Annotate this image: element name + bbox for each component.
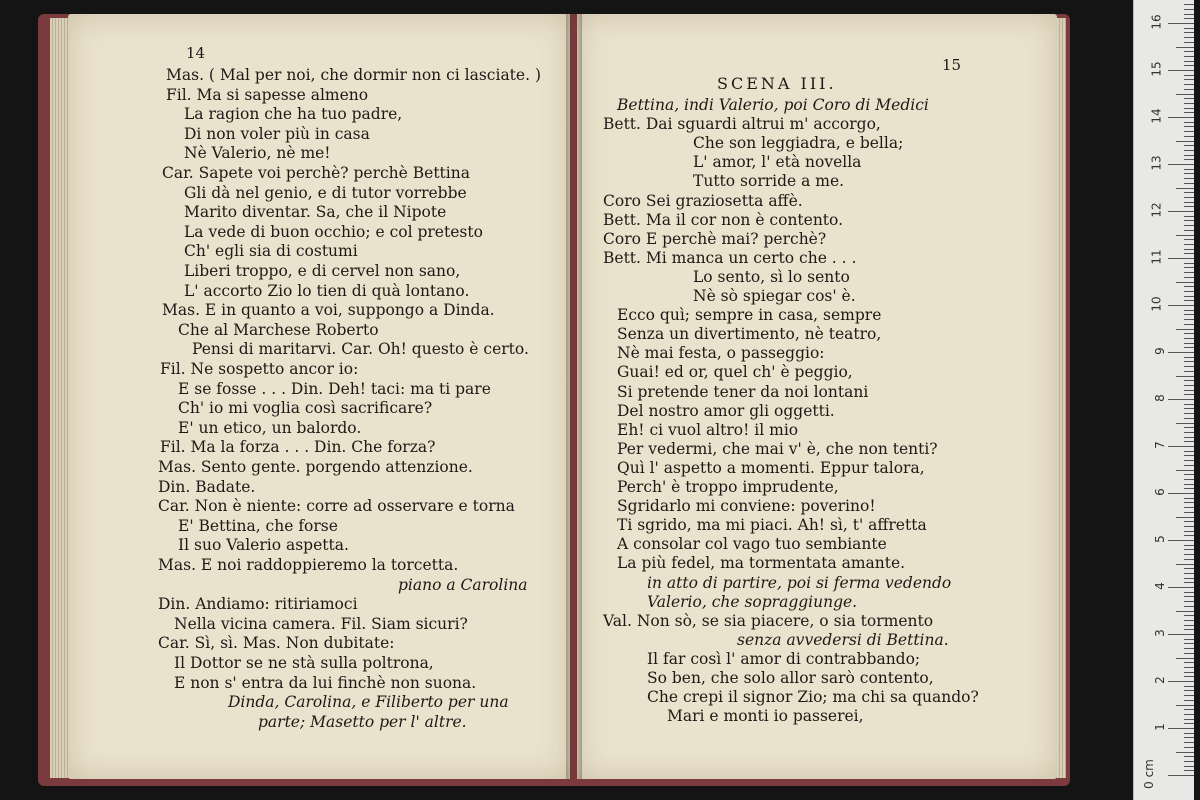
text-line: Mas. ( Mal per noi, che dormir non ci lasciate. ): [166, 66, 541, 84]
text-line: So ben, che solo allor sarò contento,: [647, 669, 934, 687]
ruler-tick: [1168, 775, 1194, 776]
ruler-label: 5: [1153, 535, 1168, 543]
ruler-label: 4: [1153, 582, 1168, 590]
text-line: Che crepi il signor Zio; ma chi sa quando?: [647, 688, 979, 707]
ruler-tick: [1184, 14, 1194, 15]
text-line: Ch' io mi voglia così sacrificare?: [178, 399, 433, 418]
text-line: Gli dà nel genio, e di tutor vorrebbe: [184, 183, 467, 202]
ruler-tick: [1184, 629, 1194, 630]
ruler-tick: [1184, 267, 1194, 268]
ruler-tick: [1184, 338, 1194, 339]
ruler-tick: [1184, 206, 1194, 207]
ruler-tick: [1184, 502, 1194, 503]
text-line: Nè mai festa, o passeggio:: [617, 344, 825, 363]
text-line: Senza un divertimento, nè teatro,: [617, 325, 882, 344]
ruler-tick: [1184, 371, 1194, 372]
ruler-tick: [1184, 441, 1194, 442]
right-page: [577, 14, 1057, 779]
measurement-ruler: [1133, 0, 1194, 800]
ruler-tick: [1184, 42, 1194, 43]
ruler-tick: [1176, 658, 1194, 659]
ruler-tick: [1184, 592, 1194, 593]
text-line: Il suo Valerio aspetta.: [178, 536, 349, 555]
gutter: [566, 14, 582, 779]
ruler-tick: [1168, 117, 1194, 118]
ruler-tick: [1168, 164, 1194, 165]
ruler-tick: [1168, 70, 1194, 71]
ruler-tick: [1184, 474, 1194, 475]
ruler-tick: [1168, 728, 1194, 729]
ruler-tick: [1184, 122, 1194, 123]
text-line: Bettina, indi Valerio, poi Coro di Medici: [617, 96, 929, 114]
ruler-tick: [1176, 517, 1194, 518]
ruler-tick: [1184, 296, 1194, 297]
text-line: Mas. Sento gente. porgendo attenzione.: [158, 458, 473, 476]
ruler-tick: [1176, 752, 1194, 753]
page-number: 14: [186, 44, 206, 62]
ruler-tick: [1184, 615, 1194, 616]
text-line: E se fosse . . . Din. Deh! taci: ma ti pare: [178, 379, 491, 398]
ruler-tick: [1184, 225, 1194, 226]
text-line: Marito diventar. Sa, che il Nipote: [184, 203, 447, 222]
ruler-tick: [1184, 79, 1194, 80]
text-line: Car. Sapete voi perchè? perchè Bettina: [162, 164, 470, 182]
ruler-tick: [1184, 103, 1194, 104]
text-line: Fil. Ma si sapesse almeno: [166, 85, 369, 104]
ruler-tick: [1168, 634, 1194, 635]
ruler-tick: [1176, 188, 1194, 189]
ruler-label: 14: [1149, 108, 1164, 124]
ruler-tick: [1184, 404, 1194, 405]
text-line: E' Bettina, che forse: [178, 516, 338, 535]
ruler-tick: [1184, 159, 1194, 160]
ruler-tick: [1184, 733, 1194, 734]
ruler-tick: [1184, 559, 1194, 560]
ruler-tick: [1184, 9, 1194, 10]
text-line: Sgridarlo mi conviene: poverino!: [617, 497, 876, 516]
ruler-tick: [1184, 709, 1194, 710]
ruler-tick: [1184, 554, 1194, 555]
ruler-tick: [1184, 272, 1194, 273]
ruler-tick: [1168, 446, 1194, 447]
text-line: Per vedermi, che mai v' è, che non tenti?: [617, 439, 938, 458]
ruler-tick: [1184, 479, 1194, 480]
ruler-label: 1: [1153, 723, 1168, 731]
text-line: La ragion che ha tuo padre,: [184, 105, 403, 124]
text-line: Perch' è troppo imprudente,: [617, 478, 839, 496]
ruler-tick: [1184, 714, 1194, 715]
ruler-tick: [1184, 648, 1194, 649]
text-line: Il far così l' amor di contrabbando;: [647, 649, 921, 668]
ruler-tick: [1176, 141, 1194, 142]
ruler-tick: [1184, 89, 1194, 90]
ruler-tick: [1184, 737, 1194, 738]
text-line: Eh! ci vuol altro! il mio: [617, 420, 799, 439]
ruler-tick: [1184, 601, 1194, 602]
text-line: Liberi troppo, e di cervel non sano,: [184, 262, 461, 280]
ruler-tick: [1184, 343, 1194, 344]
text-line: E' un etico, un balordo.: [178, 418, 362, 437]
text-line: Quì l' aspetto a momenti. Eppur talora,: [617, 458, 925, 477]
ruler-tick: [1184, 521, 1194, 522]
ruler-tick: [1184, 695, 1194, 696]
ruler-tick: [1184, 286, 1194, 287]
ruler-tick: [1184, 484, 1194, 485]
text-line: parte; Masetto per l' altre.: [258, 712, 467, 731]
text-line: Valerio, che sopraggiunge.: [647, 592, 858, 611]
ruler-tick: [1184, 625, 1194, 626]
ruler-tick: [1184, 770, 1194, 771]
ruler-label: 8: [1153, 394, 1168, 402]
text-line: Nella vicina camera. Fil. Siam sicuri?: [174, 614, 468, 633]
ruler-tick: [1176, 470, 1194, 471]
ruler-tick: [1168, 258, 1194, 259]
ruler-tick: [1184, 460, 1194, 461]
ruler-tick: [1184, 136, 1194, 137]
ruler-tick: [1184, 277, 1194, 278]
ruler-tick: [1184, 723, 1194, 724]
ruler-tick: [1184, 310, 1194, 311]
text-line: Guai! ed or, quel ch' è peggio,: [617, 363, 853, 382]
ruler-tick: [1184, 549, 1194, 550]
text-line: Si pretende tener da noi lontani: [617, 382, 869, 401]
ruler-tick: [1184, 507, 1194, 508]
text-line: Il Dottor se ne stà sulla poltrona,: [174, 654, 434, 672]
text-line: in atto di partire, poi si ferma vedendo: [647, 573, 952, 592]
ruler-tick: [1184, 418, 1194, 419]
ruler-tick: [1184, 672, 1194, 673]
ruler-tick: [1184, 545, 1194, 546]
text-line: Nè Valerio, nè me!: [184, 144, 331, 163]
text-line: E non s' entra da lui finchè non suona.: [174, 673, 477, 692]
ruler-tick: [1184, 531, 1194, 532]
ruler-tick: [1184, 253, 1194, 254]
ruler-tick: [1176, 564, 1194, 565]
ruler-tick: [1184, 667, 1194, 668]
ruler-tick: [1184, 263, 1194, 264]
ruler-tick: [1184, 573, 1194, 574]
text-line: Din. Andiamo: ritiriamoci: [158, 595, 358, 614]
ruler-tick: [1184, 719, 1194, 720]
ruler-tick: [1184, 244, 1194, 245]
ruler-tick: [1168, 540, 1194, 541]
ruler-tick: [1184, 385, 1194, 386]
ruler-tick: [1184, 512, 1194, 513]
ruler-tick: [1184, 408, 1194, 409]
ruler-tick: [1184, 347, 1194, 348]
ruler-tick: [1168, 23, 1194, 24]
text-line: Pensi di maritarvi. Car. Oh! questo è certo.: [192, 340, 529, 359]
ruler-label: 7: [1153, 441, 1168, 449]
ruler-tick: [1184, 568, 1194, 569]
ruler-tick: [1176, 47, 1194, 48]
text-line: senza avvedersi di Bettina.: [737, 630, 949, 649]
ruler-tick: [1168, 305, 1194, 306]
ruler-tick: [1184, 4, 1194, 5]
ruler-tick: [1184, 300, 1194, 301]
text-line: Nè sò spiegar cos' è.: [693, 287, 856, 305]
ruler-tick: [1168, 211, 1194, 212]
ruler-tick: [1168, 587, 1194, 588]
ruler-label: 10: [1149, 296, 1164, 312]
ruler-tick: [1184, 239, 1194, 240]
text-line: Din. Badate.: [158, 477, 256, 496]
ruler-label: 13: [1149, 155, 1164, 171]
ruler-tick: [1184, 747, 1194, 748]
text-line: Che al Marchese Roberto: [178, 320, 379, 339]
text-line: Fil. Ne sospetto ancor io:: [160, 360, 359, 378]
text-line: A consolar col vago tuo sembiante: [617, 535, 887, 554]
ruler-tick: [1184, 249, 1194, 250]
ruler-tick: [1184, 676, 1194, 677]
ruler-tick: [1176, 611, 1194, 612]
text-line: Di non voler più in casa: [184, 124, 370, 143]
ruler-tick: [1184, 98, 1194, 99]
ruler-tick: [1176, 329, 1194, 330]
ruler-tick: [1184, 465, 1194, 466]
ruler-tick: [1184, 183, 1194, 184]
ruler-tick: [1184, 197, 1194, 198]
ruler-tick: [1184, 173, 1194, 174]
ruler-tick: [1176, 282, 1194, 283]
ruler-tick: [1184, 639, 1194, 640]
ruler-tick: [1184, 37, 1194, 38]
left-page: [68, 14, 570, 779]
text-line: Bett. Mi manca un certo che . . .: [603, 248, 857, 267]
ruler-tick: [1184, 390, 1194, 391]
ruler-tick: [1184, 216, 1194, 217]
ruler-tick: [1184, 761, 1194, 762]
ruler-tick: [1184, 112, 1194, 113]
ruler-tick: [1184, 432, 1194, 433]
ruler-tick: [1184, 394, 1194, 395]
text-line: Ti sgrido, ma mi piaci. Ah! sì, t' affretta: [617, 516, 927, 535]
ruler-tick: [1184, 192, 1194, 193]
ruler-tick: [1184, 145, 1194, 146]
ruler-tick: [1184, 155, 1194, 156]
ruler-tick: [1184, 61, 1194, 62]
page-number: 15: [942, 56, 962, 74]
text-line: Lo sento, sì lo sento: [693, 267, 850, 286]
ruler-tick: [1184, 653, 1194, 654]
text-line: Mas. E noi raddoppieremo la torcetta.: [158, 556, 459, 574]
ruler-label: 11: [1149, 249, 1164, 265]
text-line: L' amor, l' età novella: [693, 153, 862, 172]
ruler-tick: [1184, 202, 1194, 203]
ruler-tick: [1168, 681, 1194, 682]
text-line: Del nostro amor gli oggetti.: [617, 401, 835, 420]
ruler-label: 2: [1153, 676, 1168, 684]
ruler-tick: [1176, 705, 1194, 706]
text-line: Coro Sei graziosetta affè.: [603, 191, 803, 210]
ruler-label: 3: [1153, 629, 1168, 637]
text-line: La più fedel, ma tormentata amante.: [617, 554, 906, 573]
ruler-tick: [1184, 333, 1194, 334]
ruler-tick: [1184, 756, 1194, 757]
ruler-label: 16: [1149, 14, 1164, 30]
ruler-tick: [1184, 686, 1194, 687]
ruler-label: 6: [1153, 488, 1168, 496]
ruler-tick: [1176, 235, 1194, 236]
ruler-label: 0 cm: [1142, 759, 1157, 789]
page-edges-left: [50, 18, 70, 778]
ruler-tick: [1184, 150, 1194, 151]
ruler-tick: [1184, 65, 1194, 66]
ruler-label: 15: [1149, 61, 1164, 77]
ruler-tick: [1184, 361, 1194, 362]
ruler-tick: [1184, 169, 1194, 170]
ruler-tick: [1184, 766, 1194, 767]
text-line: piano a Carolina: [398, 575, 528, 594]
ruler-label: 12: [1149, 202, 1164, 218]
ruler-tick: [1176, 376, 1194, 377]
ruler-tick: [1184, 32, 1194, 33]
ruler-tick: [1184, 437, 1194, 438]
ruler-tick: [1184, 643, 1194, 644]
ruler-tick: [1184, 526, 1194, 527]
ruler-tick: [1184, 413, 1194, 414]
ruler-tick: [1168, 399, 1194, 400]
ruler-tick: [1184, 742, 1194, 743]
scene-heading: SCENA III.: [717, 74, 837, 93]
ruler-tick: [1184, 700, 1194, 701]
ruler-tick: [1184, 606, 1194, 607]
ruler-tick: [1184, 620, 1194, 621]
ruler-tick: [1184, 230, 1194, 231]
ruler-tick: [1184, 535, 1194, 536]
ruler-tick: [1184, 582, 1194, 583]
text-line: Mas. E in quanto a voi, suppongo a Dinda.: [162, 301, 495, 320]
text-line: Bett. Ma il cor non è contento.: [603, 210, 844, 229]
text-line: Car. Non è niente: corre ad osservare e torna: [158, 497, 515, 516]
text-line: Tutto sorride a me.: [693, 172, 845, 191]
text-line: Dinda, Carolina, e Filiberto per una: [228, 693, 509, 712]
ruler-tick: [1184, 314, 1194, 315]
ruler-tick: [1184, 28, 1194, 29]
ruler-tick: [1184, 178, 1194, 179]
ruler-tick: [1184, 291, 1194, 292]
ruler-tick: [1184, 75, 1194, 76]
ruler-tick: [1184, 319, 1194, 320]
text-line: Che son leggiadra, e bella;: [693, 134, 904, 153]
text-line: Fil. Ma la forza . . . Din. Che forza?: [160, 438, 436, 457]
ruler-tick: [1184, 131, 1194, 132]
ruler-tick: [1184, 324, 1194, 325]
ruler-tick: [1184, 690, 1194, 691]
ruler-tick: [1184, 380, 1194, 381]
ruler-tick: [1184, 596, 1194, 597]
ruler-tick: [1184, 56, 1194, 57]
text-line: Mari e monti io passerei,: [667, 707, 864, 726]
text-line: Coro E perchè mai? perchè?: [603, 229, 827, 248]
ruler-tick: [1168, 352, 1194, 353]
ruler-tick: [1184, 488, 1194, 489]
ruler-tick: [1184, 455, 1194, 456]
ruler-tick: [1176, 94, 1194, 95]
ruler-tick: [1184, 108, 1194, 109]
text-line: Ecco quì; sempre in casa, sempre: [617, 306, 882, 325]
ruler-tick: [1184, 84, 1194, 85]
text-line: Car. Sì, sì. Mas. Non dubitate:: [158, 634, 395, 653]
ruler-tick: [1184, 126, 1194, 127]
ruler-label: 9: [1153, 347, 1168, 355]
ruler-tick: [1176, 423, 1194, 424]
text-line: L' accorto Zio lo tien di quà lontano.: [184, 281, 470, 300]
ruler-tick: [1184, 662, 1194, 663]
text-line: Bett. Dai sguardi altrui m' accorgo,: [603, 115, 881, 134]
ruler-tick: [1184, 220, 1194, 221]
text-line: Val. Non sò, se sia piacere, o sia tormento: [603, 611, 934, 630]
ruler-tick: [1168, 493, 1194, 494]
ruler-tick: [1184, 366, 1194, 367]
text-line: La vede di buon occhio; e col pretesto: [184, 222, 483, 241]
ruler-tick: [1184, 498, 1194, 499]
ruler-tick: [1184, 427, 1194, 428]
ruler-tick: [1184, 18, 1194, 19]
ruler-tick: [1184, 451, 1194, 452]
ruler-tick: [1184, 578, 1194, 579]
ruler-tick: [1184, 51, 1194, 52]
ruler-tick: [1184, 357, 1194, 358]
text-line: Ch' egli sia di costumi: [184, 242, 358, 261]
